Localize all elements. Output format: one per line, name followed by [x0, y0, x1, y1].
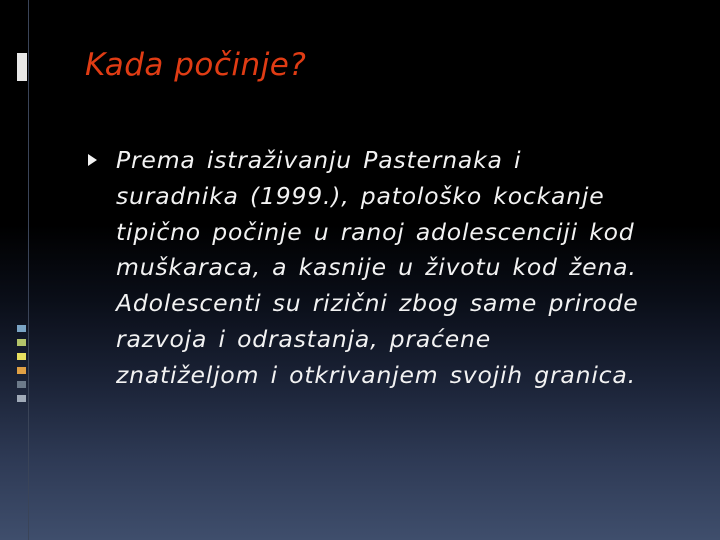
body-line: znatiželjom i otkrivanjem svojih granica.	[116, 360, 636, 389]
bullet-text	[116, 143, 688, 394]
body-line: muškaraca, a kasnije u životu kod žena.	[116, 253, 637, 282]
body-line: suradnika (1999.), patološko kockanje	[116, 181, 605, 210]
body-line: tipično počinje u ranoj adolescenciji kod	[116, 217, 635, 246]
accent-block-orange	[17, 367, 26, 374]
body-line: razvoja i odrastanja, praćene	[116, 324, 491, 353]
accent-block-blue	[17, 325, 26, 332]
body-line: Prema istraživanju Pasternaka i	[116, 146, 522, 174]
slide-title: Kada počinje?	[85, 47, 307, 83]
accent-block-white	[17, 53, 27, 81]
bullet-icon	[88, 154, 97, 166]
accent-block-gray	[17, 395, 26, 402]
accent-block-green	[17, 339, 26, 346]
bullet-item	[88, 143, 688, 394]
accent-block-slate	[17, 381, 26, 388]
left-divider-line	[28, 0, 29, 540]
accent-block-yellow	[17, 353, 26, 360]
body-line: Adolescenti su rizični zbog same prirode	[116, 289, 639, 318]
